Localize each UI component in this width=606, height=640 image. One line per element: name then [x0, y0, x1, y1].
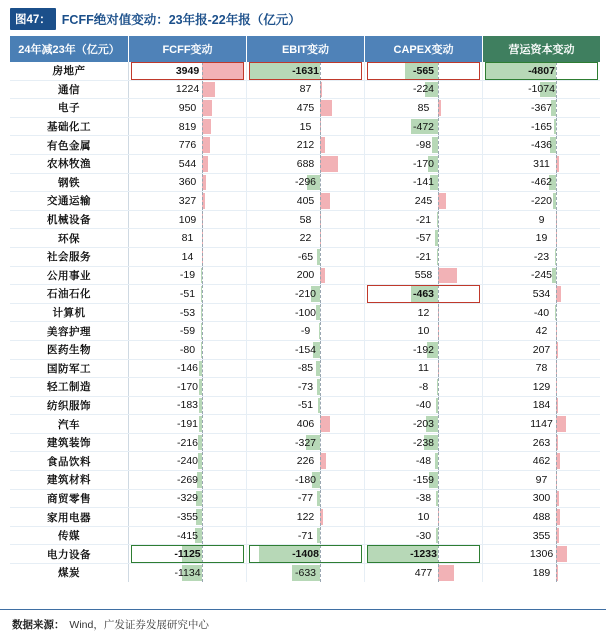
data-cell [129, 322, 247, 341]
data-cell [483, 210, 601, 229]
row-label: 社会服务 [10, 247, 129, 266]
data-cell [483, 378, 601, 397]
row-label: 轻工制造 [10, 378, 129, 397]
table-row [10, 545, 600, 564]
figure-number-badge: 图47： [10, 8, 56, 30]
table-row [10, 415, 600, 434]
row-label: 机械设备 [10, 210, 129, 229]
row-label: 电子 [10, 99, 129, 118]
data-cell [365, 489, 483, 508]
data-cell [247, 173, 365, 192]
cell-value: 200 [296, 269, 315, 282]
data-cell [483, 229, 601, 248]
data-cell [247, 340, 365, 359]
data-cell [129, 564, 247, 582]
cell-value: 819 [178, 120, 197, 133]
fcff-change-table [10, 36, 600, 582]
cell-value: 78 [535, 362, 548, 375]
cell-value: -21 [415, 213, 432, 226]
row-label: 有色金属 [10, 136, 129, 155]
table-row [10, 192, 600, 211]
cell-value: -4807 [528, 64, 555, 77]
table-header-row [10, 36, 600, 62]
cell-value: 488 [532, 511, 551, 524]
column-header-capex: CAPEX变动 [365, 36, 483, 62]
data-cell [129, 285, 247, 304]
row-label: 建筑材料 [10, 471, 129, 490]
data-cell [483, 192, 601, 211]
table-row [10, 229, 600, 248]
cell-value: -100 [294, 306, 316, 319]
row-label: 商贸零售 [10, 489, 129, 508]
data-cell [365, 229, 483, 248]
data-cell [483, 136, 601, 155]
data-cell [129, 303, 247, 322]
cell-value: 3949 [175, 64, 200, 77]
cell-value: -9 [300, 325, 311, 338]
row-label: 房地产 [10, 62, 129, 80]
cell-value: -98 [415, 139, 432, 152]
cell-value: -269 [176, 473, 198, 486]
data-cell [365, 154, 483, 173]
data-cell [483, 526, 601, 545]
cell-value: -19 [179, 269, 196, 282]
cell-value: -238 [412, 436, 434, 449]
data-cell [247, 564, 365, 582]
cell-value: 87 [299, 83, 312, 96]
data-cell [247, 229, 365, 248]
data-cell [483, 62, 601, 80]
data-cell [365, 452, 483, 471]
data-cell [365, 378, 483, 397]
cell-value: -141 [412, 176, 434, 189]
cell-value: -1631 [292, 64, 319, 77]
cell-value: -415 [176, 529, 198, 542]
data-cell [365, 433, 483, 452]
table-row [10, 154, 600, 173]
cell-value: 1306 [529, 548, 554, 561]
table-row [10, 80, 600, 99]
data-cell [247, 452, 365, 471]
cell-value: 477 [414, 566, 433, 579]
data-cell [483, 545, 601, 564]
cell-value: -462 [530, 176, 552, 189]
cell-value: -21 [415, 250, 432, 263]
data-cell [247, 62, 365, 80]
cell-value: -51 [297, 399, 314, 412]
cell-value: -77 [297, 492, 314, 505]
table-header [10, 36, 600, 62]
data-cell [483, 266, 601, 285]
data-cell [129, 210, 247, 229]
cell-value: -165 [530, 120, 552, 133]
cell-value: -192 [412, 343, 434, 356]
cell-value: 360 [178, 176, 197, 189]
cell-value: -48 [415, 455, 432, 468]
cell-value: 1224 [175, 83, 200, 96]
data-cell [247, 266, 365, 285]
cell-value: 122 [296, 511, 315, 524]
cell-value: -183 [176, 399, 198, 412]
cell-value: -53 [179, 306, 196, 319]
row-label: 传媒 [10, 526, 129, 545]
cell-value: 311 [533, 157, 550, 170]
cell-value: 10 [417, 325, 430, 338]
row-label: 交通运输 [10, 192, 129, 211]
cell-value: 15 [299, 120, 312, 133]
table-row [10, 359, 600, 378]
row-label: 家用电器 [10, 508, 129, 527]
cell-value: -191 [176, 418, 198, 431]
row-label: 环保 [10, 229, 129, 248]
data-cell [365, 564, 483, 582]
cell-value: 184 [532, 399, 551, 412]
cell-value: -38 [415, 492, 432, 505]
cell-value: 406 [296, 418, 315, 431]
cell-value: 85 [417, 101, 430, 114]
cell-value: 534 [532, 287, 551, 300]
cell-value: 263 [532, 436, 551, 449]
data-cell [483, 80, 601, 99]
data-cell [365, 396, 483, 415]
cell-value: -210 [294, 287, 316, 300]
cell-value: -203 [412, 418, 434, 431]
table-row [10, 210, 600, 229]
data-cell [129, 526, 247, 545]
data-cell [365, 247, 483, 266]
cell-value: -240 [176, 455, 198, 468]
data-cell [129, 489, 247, 508]
table-row [10, 285, 600, 304]
data-cell [247, 471, 365, 490]
data-cell [483, 247, 601, 266]
cell-value: 226 [296, 455, 315, 468]
data-cell [483, 396, 601, 415]
cell-value: 475 [296, 101, 315, 114]
data-cell [365, 210, 483, 229]
cell-value: 109 [178, 213, 197, 226]
cell-value: 97 [535, 473, 548, 486]
data-cell [247, 80, 365, 99]
data-cell [129, 471, 247, 490]
data-cell [247, 210, 365, 229]
table-row [10, 489, 600, 508]
data-cell [247, 247, 365, 266]
row-label: 美容护理 [10, 322, 129, 341]
row-label: 计算机 [10, 303, 129, 322]
chart-title-bar [0, 0, 606, 36]
row-label: 公用事业 [10, 266, 129, 285]
data-cell [365, 173, 483, 192]
data-cell [129, 154, 247, 173]
table-row [10, 526, 600, 545]
data-cell [483, 173, 601, 192]
table-row [10, 378, 600, 397]
cell-value: -8 [418, 380, 429, 393]
data-cell [365, 117, 483, 136]
cell-value: 81 [181, 232, 194, 245]
data-cell [483, 508, 601, 527]
data-cell [129, 229, 247, 248]
cell-value: 12 [417, 306, 430, 319]
cell-value: -170 [412, 157, 434, 170]
data-cell [129, 452, 247, 471]
row-label: 钢铁 [10, 173, 129, 192]
data-cell [247, 192, 365, 211]
cell-value: -51 [179, 287, 196, 300]
cell-value: -463 [412, 287, 434, 300]
cell-value: 462 [532, 455, 551, 468]
data-cell [129, 545, 247, 564]
data-cell [365, 415, 483, 434]
data-cell [365, 471, 483, 490]
data-cell [129, 192, 247, 211]
cell-value: 558 [414, 269, 433, 282]
data-cell [129, 340, 247, 359]
data-cell [129, 99, 247, 118]
cell-value: -355 [176, 511, 198, 524]
data-cell [365, 359, 483, 378]
data-cell [247, 359, 365, 378]
table-row [10, 340, 600, 359]
data-cell [247, 285, 365, 304]
data-cell [483, 285, 601, 304]
cell-value: 14 [181, 250, 194, 263]
table-row [10, 452, 600, 471]
cell-value: 189 [532, 566, 551, 579]
data-cell [129, 62, 247, 80]
data-cell [247, 508, 365, 527]
row-label: 煤炭 [10, 564, 129, 582]
data-cell [483, 433, 601, 452]
cell-value: -327 [294, 436, 316, 449]
cell-value: 776 [178, 139, 197, 152]
data-cell [129, 266, 247, 285]
data-cell [483, 415, 601, 434]
cell-value: 950 [178, 101, 197, 114]
row-label: 医药生物 [10, 340, 129, 359]
data-cell [247, 303, 365, 322]
cell-value: -154 [294, 343, 316, 356]
column-header-working-capital: 营运资本变动 [483, 36, 601, 62]
cell-value: 1147 [530, 418, 553, 431]
data-table-wrapper [0, 36, 606, 582]
data-cell [365, 545, 483, 564]
cell-value: -85 [297, 362, 314, 375]
data-cell [483, 99, 601, 118]
column-header-ebit: EBIT变动 [247, 36, 365, 62]
data-cell [365, 303, 483, 322]
data-cell [129, 396, 247, 415]
cell-value: -1408 [292, 548, 319, 561]
cell-value: 327 [178, 194, 197, 207]
row-label: 基础化工 [10, 117, 129, 136]
data-cell [365, 340, 483, 359]
data-cell [365, 266, 483, 285]
table-row [10, 99, 600, 118]
data-cell [247, 415, 365, 434]
table-row [10, 303, 600, 322]
table-row [10, 396, 600, 415]
cell-value: -436 [530, 139, 552, 152]
data-cell [247, 545, 365, 564]
row-label: 电力设备 [10, 545, 129, 564]
data-cell [365, 285, 483, 304]
table-row [10, 247, 600, 266]
data-cell [129, 378, 247, 397]
cell-value: 58 [299, 213, 312, 226]
table-row [10, 322, 600, 341]
row-label: 汽车 [10, 415, 129, 434]
cell-value: -40 [415, 399, 432, 412]
table-row [10, 136, 600, 155]
data-cell [483, 564, 601, 582]
data-cell [129, 136, 247, 155]
cell-value: 300 [532, 492, 551, 505]
data-cell [365, 99, 483, 118]
data-cell [129, 173, 247, 192]
cell-value: 11 [418, 362, 429, 375]
cell-value: 9 [538, 213, 545, 226]
data-cell [247, 154, 365, 173]
table-row [10, 62, 600, 80]
cell-value: -170 [176, 380, 198, 393]
cell-value: -216 [176, 436, 198, 449]
data-cell [365, 526, 483, 545]
cell-value: -146 [176, 362, 198, 375]
data-cell [365, 508, 483, 527]
cell-value: 22 [299, 232, 312, 245]
cell-value: 355 [532, 529, 551, 542]
data-cell [365, 136, 483, 155]
table-row [10, 173, 600, 192]
data-cell [483, 322, 601, 341]
cell-value: -180 [294, 473, 316, 486]
cell-value: 207 [532, 343, 551, 356]
data-cell [365, 62, 483, 80]
cell-value: 688 [296, 157, 315, 170]
cell-value: -1134 [174, 566, 201, 579]
data-cell [129, 247, 247, 266]
cell-value: 42 [535, 325, 548, 338]
source-footer [0, 609, 606, 640]
cell-value: -1233 [410, 548, 437, 561]
cell-value: -57 [415, 232, 432, 245]
data-cell [247, 378, 365, 397]
data-cell [483, 303, 601, 322]
column-header-category: 24年减23年（亿元） [10, 36, 129, 62]
cell-value: -40 [533, 306, 550, 319]
data-cell [247, 322, 365, 341]
data-cell [483, 117, 601, 136]
data-cell [247, 396, 365, 415]
table-row [10, 471, 600, 490]
data-cell [483, 340, 601, 359]
row-label: 纺织服饰 [10, 396, 129, 415]
cell-value: -220 [530, 194, 552, 207]
cell-value: 544 [178, 157, 197, 170]
row-label: 食品饮料 [10, 452, 129, 471]
data-cell [247, 136, 365, 155]
cell-value: 212 [296, 139, 315, 152]
cell-value: -633 [294, 566, 316, 579]
cell-value: -1074 [528, 83, 555, 96]
cell-value: 245 [414, 194, 433, 207]
data-cell [247, 117, 365, 136]
row-label: 农林牧渔 [10, 154, 129, 173]
data-cell [247, 526, 365, 545]
cell-value: -565 [412, 64, 434, 77]
data-cell [129, 415, 247, 434]
row-label: 建筑装饰 [10, 433, 129, 452]
data-cell [129, 433, 247, 452]
cell-value: -1125 [174, 548, 201, 561]
source-label: 数据来源： [12, 619, 65, 631]
data-cell [365, 80, 483, 99]
data-cell [483, 359, 601, 378]
column-header-fcff: FCFF变动 [129, 36, 247, 62]
cell-value: -23 [533, 250, 550, 263]
data-cell [365, 192, 483, 211]
cell-value: 405 [296, 194, 315, 207]
cell-value: 10 [417, 511, 430, 524]
table-row [10, 117, 600, 136]
cell-value: -30 [415, 529, 432, 542]
cell-value: 19 [535, 232, 548, 245]
data-cell [129, 117, 247, 136]
cell-value: -296 [294, 176, 316, 189]
data-cell [365, 322, 483, 341]
data-cell [483, 154, 601, 173]
page-title: FCFF绝对值变动：23年报-22年报（亿元） [61, 13, 301, 27]
cell-value: -71 [297, 529, 314, 542]
cell-value: -80 [179, 343, 196, 356]
data-cell [247, 433, 365, 452]
table-body [10, 62, 600, 582]
data-cell [129, 359, 247, 378]
data-cell [483, 471, 601, 490]
data-cell [247, 99, 365, 118]
row-label: 通信 [10, 80, 129, 99]
table-row [10, 266, 600, 285]
row-label: 石油石化 [10, 285, 129, 304]
row-label: 国防军工 [10, 359, 129, 378]
cell-value: -472 [412, 120, 434, 133]
table-row [10, 508, 600, 527]
cell-value: -245 [530, 269, 552, 282]
table-row [10, 433, 600, 452]
cell-value: -159 [412, 473, 434, 486]
source-text: Wind，广发证券发展研究中心 [69, 619, 209, 631]
cell-value: -73 [297, 380, 314, 393]
cell-value: -59 [179, 325, 196, 338]
table-row [10, 564, 600, 582]
data-cell [247, 489, 365, 508]
cell-value: 129 [532, 380, 551, 393]
data-cell [129, 80, 247, 99]
cell-value: -224 [412, 83, 434, 96]
cell-value: -65 [297, 250, 314, 263]
data-cell [129, 508, 247, 527]
data-cell [483, 489, 601, 508]
cell-value: -329 [176, 492, 198, 505]
cell-value: -367 [530, 101, 552, 114]
data-cell [483, 452, 601, 471]
